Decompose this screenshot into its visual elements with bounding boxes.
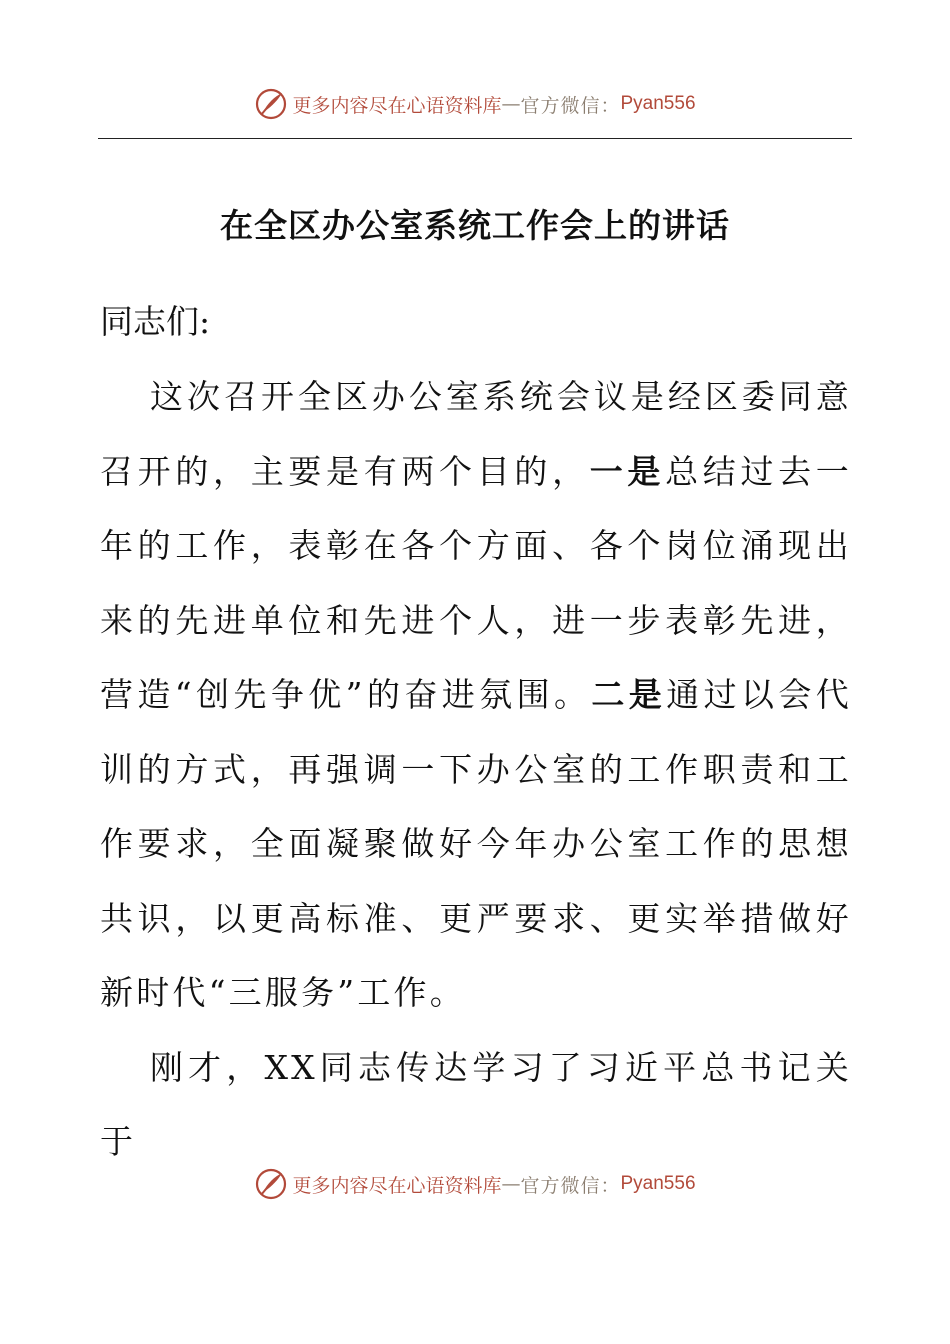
header-wechat-label: 官方微信： <box>520 94 621 117</box>
quill-logo-icon <box>254 1167 288 1201</box>
footer-wechat-label: 官方微信： <box>520 1174 621 1197</box>
document-body <box>100 360 852 1180</box>
quill-logo-icon <box>254 87 288 121</box>
paragraph-1-text-a: 这次召开全区办公室系统会议是经区委同意召开的，主要是有两个目的， <box>100 377 852 491</box>
emphasis-second: 二是 <box>591 675 667 714</box>
emphasis-first: 一是 <box>589 451 666 491</box>
header-divider <box>98 138 852 139</box>
header-wechat-id: Pyan556 <box>620 93 696 114</box>
footer-banner <box>0 1164 950 1204</box>
header-site-name: 更多内容尽在心语资料库 <box>292 94 502 117</box>
footer-site-name: 更多内容尽在心语资料库 <box>292 1174 502 1197</box>
footer-wechat-id: Pyan556 <box>620 1173 696 1194</box>
paragraph-2: 刚才，XX同志传达学习了习近平总书记关于 <box>100 1047 852 1161</box>
header-banner <box>0 84 950 124</box>
document-title: 在全区办公室系统工作会上的讲话 <box>220 206 730 245</box>
salutation: 同志们: <box>100 302 211 341</box>
paragraph-1-text-c: 通过以会代训的方式，再强调一下办公室的工作职责和工作要求，全面凝聚做好今年办公室工作的思想共识，以更高标准、更严要求、更实举措做好新时代“三服务”工作。 <box>100 675 852 1012</box>
header-dash: — <box>501 93 521 115</box>
paragraph-1-text-b: 总结过去一年的工作，表彰在各个方面、各个岗位涌现出来的先进单位和先进个人，进一步表彰先进，营造“创先争优”的奋进氛围。 <box>100 451 853 714</box>
footer-dash: — <box>501 1173 521 1195</box>
paragraph-1 <box>100 360 852 1031</box>
